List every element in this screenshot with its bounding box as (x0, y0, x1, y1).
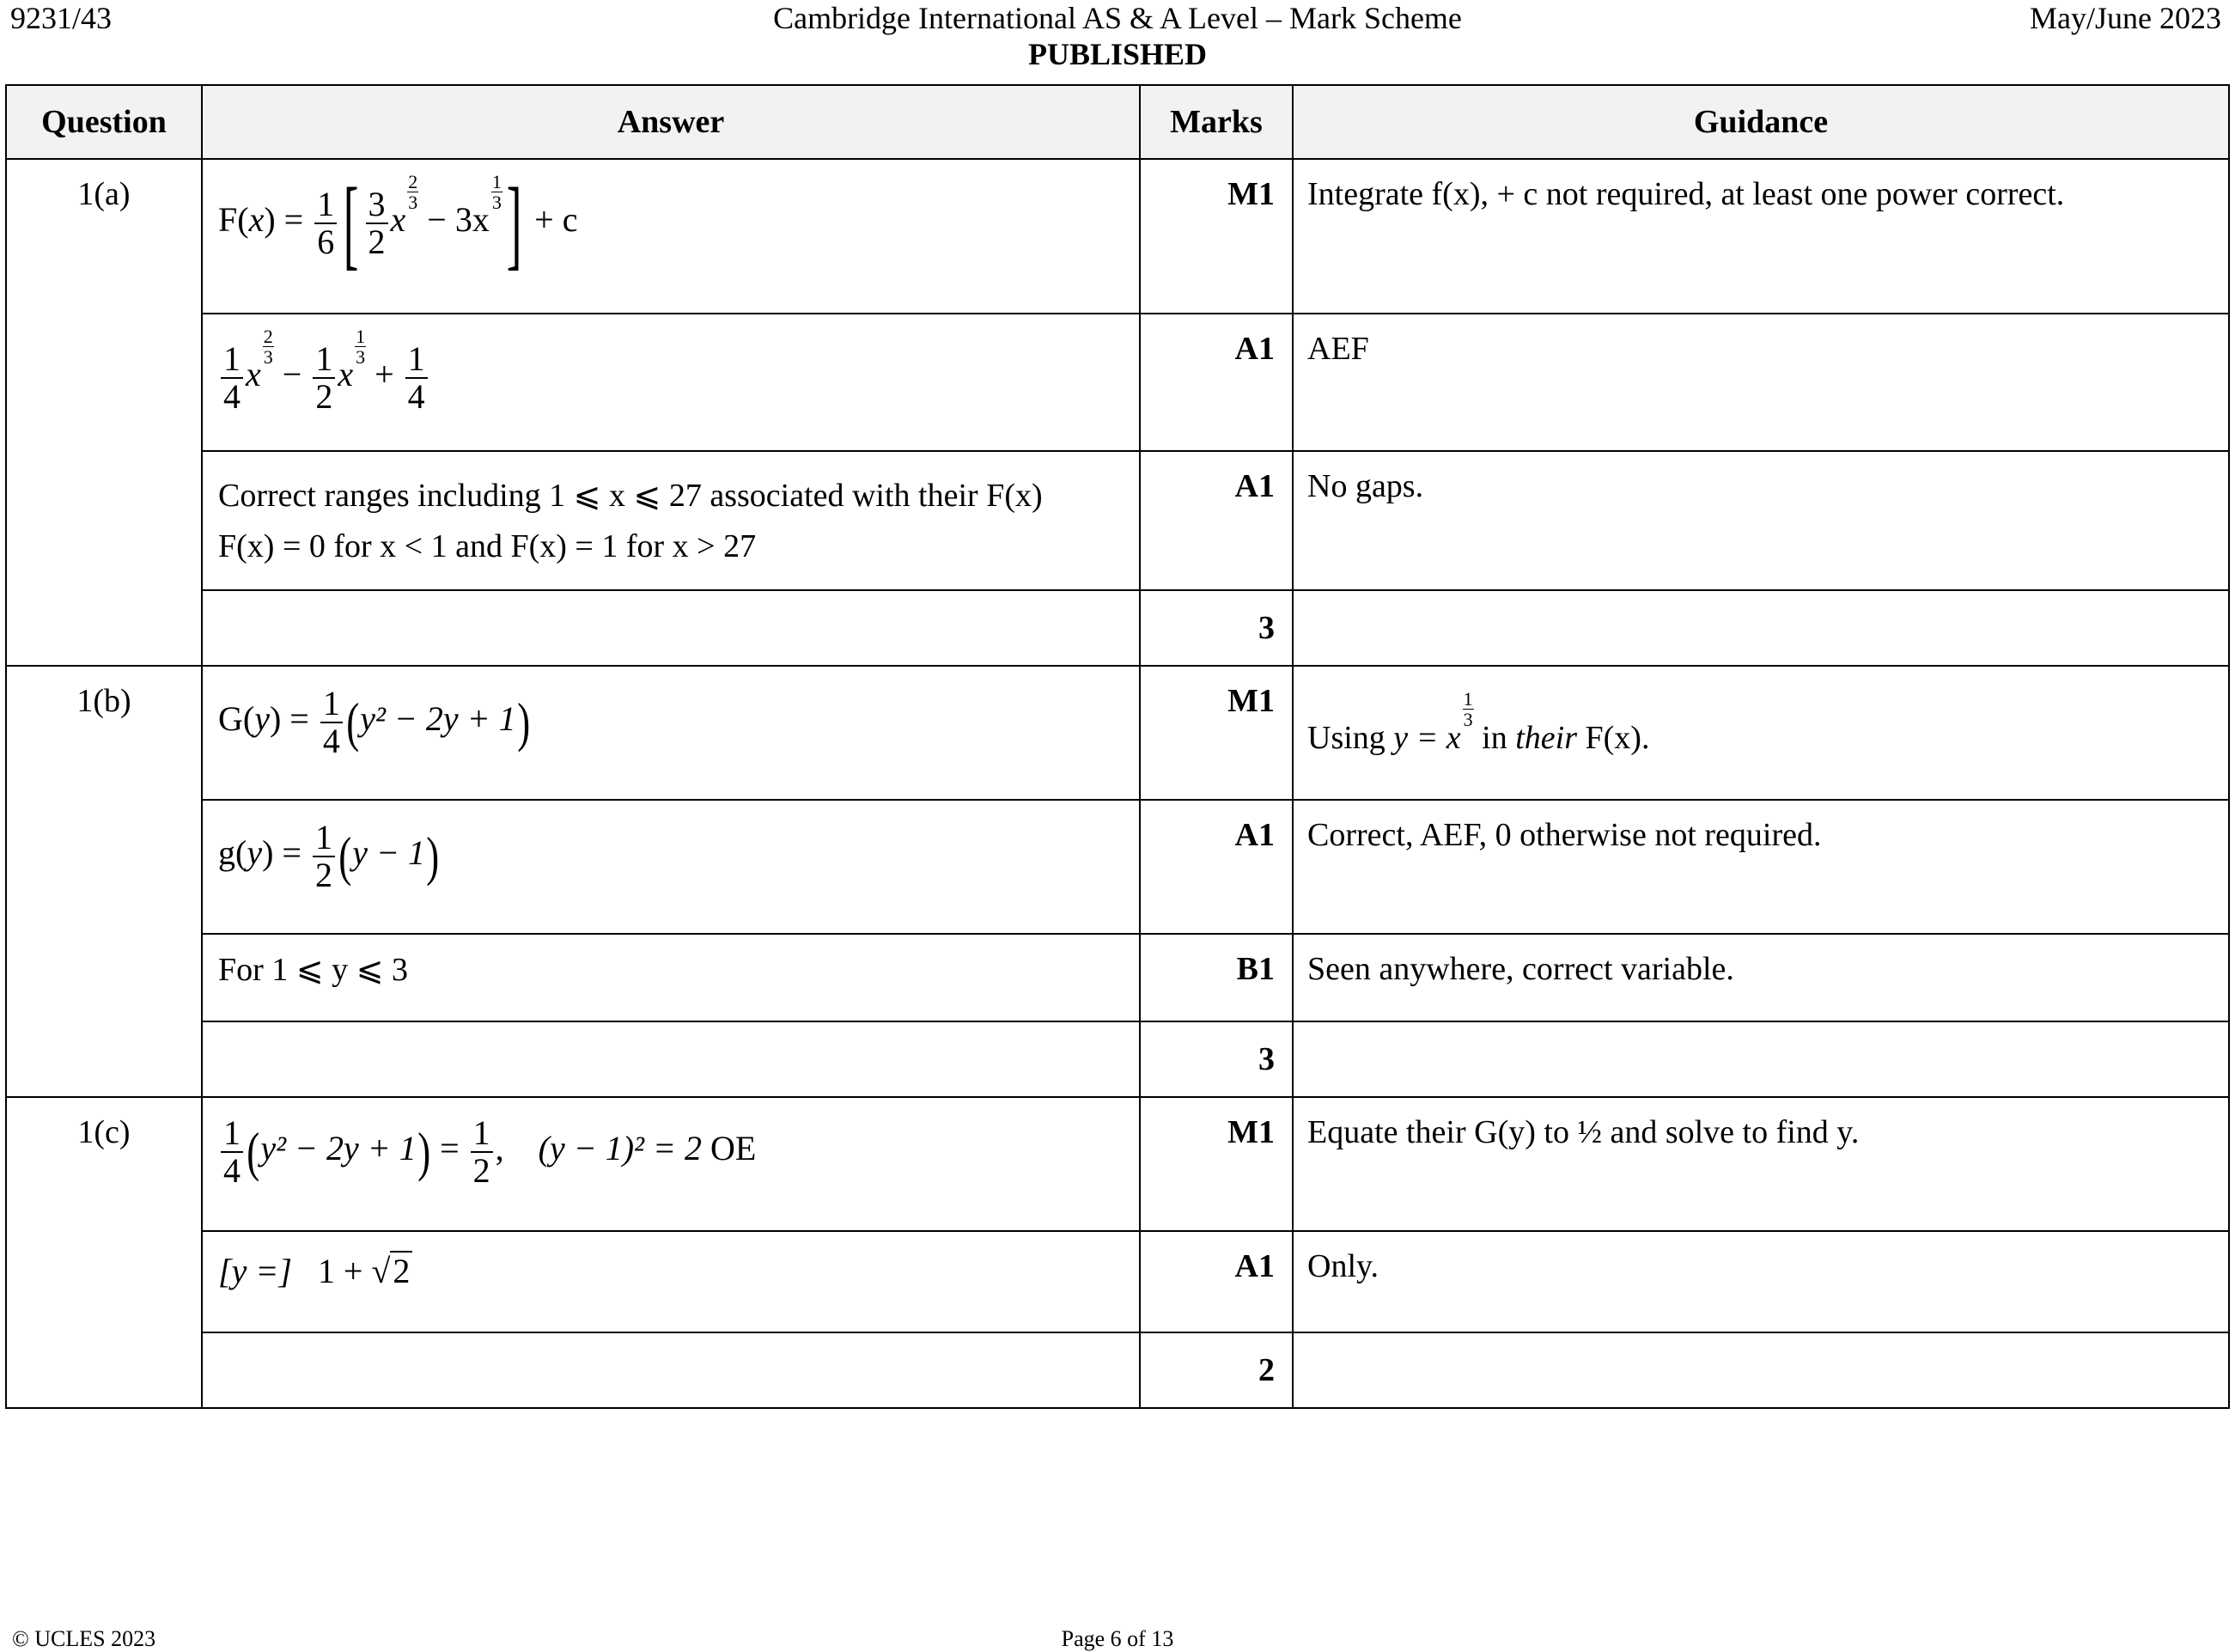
answer-line: Correct ranges including 1 ⩽ x ⩽ 27 associated with their F(x) (218, 478, 1043, 514)
question-label-1a: 1(a) (6, 159, 202, 666)
math-expression: $\frac{1}{4}$ (y² − 2y + 1) = $\frac{1}{2}$ , (y − 1)² = 2 OE (218, 1129, 756, 1167)
math-expression: g(y) = $\frac{1}{2}$ (y − 1) (218, 818, 440, 894)
mark-code: A1 (1140, 1231, 1293, 1332)
math-expression: F(x) = $\frac{1}{6}$ [ $\frac{3}{2}$ x $\frac{2}{3}$ − 3x $\frac{1}{3}$ ] + c (218, 166, 578, 279)
guidance-text: No gaps. (1293, 451, 2229, 590)
answer-cell-empty (202, 1332, 1140, 1408)
answer-cell-empty (202, 590, 1140, 666)
math-expression: G(y) = $\frac{1}{4}$ (y² − 2y + 1) (218, 684, 530, 760)
mark-code: A1 (1140, 451, 1293, 590)
guidance-text: Using y = x $\frac{1}{3}$ in their F(x). (1293, 666, 2229, 800)
math-expression: [y =] 1 + √2 (218, 1252, 412, 1290)
mark-code: A1 (1140, 314, 1293, 451)
question-total-marks: 3 (1140, 590, 1293, 666)
mark-code: M1 (1140, 1097, 1293, 1231)
guidance-text: Correct, AEF, 0 otherwise not required. (1293, 800, 2229, 934)
mark-code: A1 (1140, 800, 1293, 934)
table-row (6, 800, 2229, 934)
table-header-row (6, 85, 2229, 159)
document-title: Cambridge International AS & A Level – Mark Scheme (773, 1, 1462, 35)
table-row (6, 451, 2229, 590)
exam-session: May/June 2023 (2030, 1, 2221, 35)
answer-cell (202, 666, 1140, 800)
total-row (6, 1021, 2229, 1097)
copyright-notice: © UCLES 2023 (12, 1626, 156, 1651)
question-label-1b: 1(b) (6, 666, 202, 1097)
total-row (6, 1332, 2229, 1408)
answer-cell (202, 159, 1140, 314)
answer-cell: For 1 ⩽ y ⩽ 3 (202, 934, 1140, 1021)
answer-cell (202, 1231, 1140, 1332)
guidance-text: AEF (1293, 314, 2229, 451)
guidance-cell-empty (1293, 590, 2229, 666)
column-header-answer: Answer (202, 85, 1140, 159)
table-row (6, 159, 2229, 314)
table-row (6, 666, 2229, 800)
mark-scheme-table (5, 84, 2230, 1409)
total-row (6, 590, 2229, 666)
answer-cell (202, 800, 1140, 934)
guidance-text: Only. (1293, 1231, 2229, 1332)
column-header-marks: Marks (1140, 85, 1293, 159)
answer-cell (202, 451, 1140, 590)
page-number: Page 6 of 13 (1061, 1626, 1174, 1651)
answer-cell-empty (202, 1021, 1140, 1097)
question-label-1c: 1(c) (6, 1097, 202, 1408)
table-row (6, 1097, 2229, 1231)
question-total-marks: 3 (1140, 1021, 1293, 1097)
table-row (6, 314, 2229, 451)
math-expression: $\frac{1}{4}$ x $\frac{2}{3}$ − $\frac{1}{2}$ x $\frac{1}{3}$ + $\frac{1}{4}$ (218, 355, 430, 393)
mark-code: B1 (1140, 934, 1293, 1021)
published-status: PUBLISHED (1027, 37, 1208, 71)
answer-cell (202, 314, 1140, 451)
mark-code: M1 (1140, 159, 1293, 314)
answer-cell (202, 1097, 1140, 1231)
column-header-question: Question (6, 85, 202, 159)
guidance-text: Integrate f(x), + c not required, at least one power correct. (1293, 159, 2229, 314)
question-total-marks: 2 (1140, 1332, 1293, 1408)
column-header-guidance: Guidance (1293, 85, 2229, 159)
table-row (6, 934, 2229, 1021)
table-row (6, 1231, 2229, 1332)
guidance-cell-empty (1293, 1332, 2229, 1408)
mark-code: M1 (1140, 666, 1293, 800)
guidance-text: Equate their G(y) to ½ and solve to find y. (1293, 1097, 2229, 1231)
guidance-cell-empty (1293, 1021, 2229, 1097)
answer-line: F(x) = 0 for x < 1 and F(x) = 1 for x > 27 (218, 527, 757, 564)
guidance-text: Seen anywhere, correct variable. (1293, 934, 2229, 1021)
paper-code: 9231/43 (10, 1, 113, 35)
